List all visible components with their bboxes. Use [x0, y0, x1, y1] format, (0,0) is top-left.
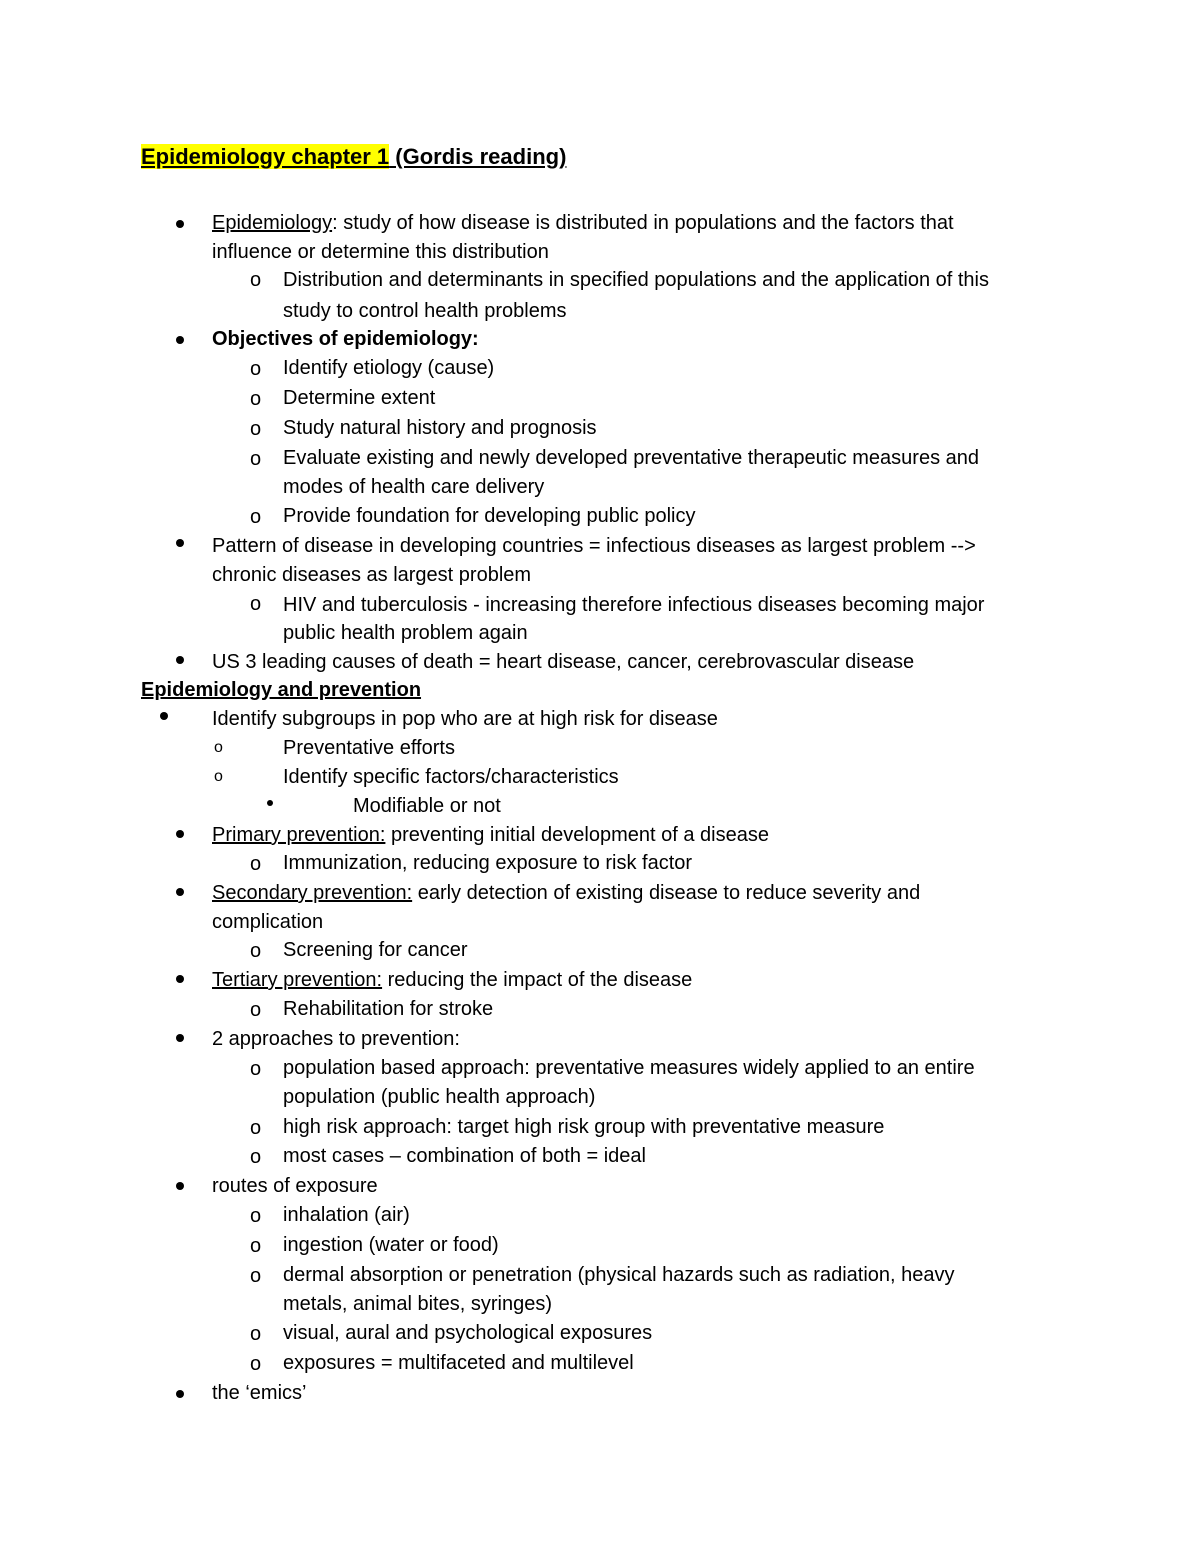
circle-bullet-icon: o: [250, 940, 262, 962]
circle-bullet-icon: o: [250, 1235, 262, 1257]
list-item-continuation: metals, animal bites, syringes): [283, 1293, 552, 1315]
title-subtitle: (Gordis reading): [389, 144, 567, 169]
circle-bullet-icon: o: [250, 388, 262, 410]
list-item: Screening for cancer: [283, 939, 468, 961]
document-title: [141, 144, 566, 170]
list-item: Determine extent: [283, 387, 436, 409]
bullet-icon: [176, 1182, 184, 1190]
circle-bullet-icon: o: [250, 269, 262, 291]
list-item-continuation: chronic diseases as largest problem: [212, 564, 532, 586]
list-item: routes of exposure: [212, 1175, 378, 1197]
list-item: visual, aural and psychological exposures: [283, 1322, 653, 1344]
bullet-icon: [267, 800, 273, 806]
list-item: Immunization, reducing exposure to risk factor: [283, 852, 693, 874]
list-item: Modifiable or not: [353, 795, 501, 817]
circle-bullet-icon: o: [250, 1265, 262, 1287]
list-item: most cases – combination of both = ideal: [283, 1145, 646, 1167]
bullet-icon: [176, 336, 184, 344]
bullet-icon: [176, 539, 184, 547]
bullet-icon: [160, 712, 168, 720]
title-highlighted: Epidemiology chapter 1: [141, 144, 390, 169]
list-item-continuation: complication: [212, 911, 324, 933]
term-label: Epidemiology: [212, 212, 333, 234]
circle-bullet-icon: o: [250, 418, 262, 440]
list-item: dermal absorption or penetration (physical hazards such as radiation, heavy: [283, 1264, 955, 1286]
list-item: high risk approach: target high risk group with preventative measure: [283, 1116, 885, 1138]
list-item: Tertiary prevention: reducing the impact of the disease: [212, 969, 693, 991]
list-item: 2 approaches to prevention:: [212, 1028, 460, 1050]
circle-bullet-icon: o: [250, 1353, 262, 1375]
circle-bullet-icon: o: [250, 1323, 262, 1345]
list-item: Identify specific factors/characteristics: [283, 766, 619, 788]
circle-bullet-icon: o: [214, 739, 223, 756]
list-item-continuation: modes of health care delivery: [283, 476, 545, 498]
list-item: Epidemiology: study of how disease is distributed in populations and the factors that: [212, 212, 954, 234]
bullet-icon: [176, 830, 184, 838]
circle-bullet-icon: o: [250, 593, 262, 615]
list-item: inhalation (air): [283, 1204, 410, 1226]
circle-bullet-icon: o: [250, 448, 262, 470]
list-item: Identify subgroups in pop who are at high risk for disease: [212, 708, 718, 730]
list-item: Study natural history and prognosis: [283, 417, 597, 439]
circle-bullet-icon: o: [250, 1146, 262, 1168]
section-heading: Epidemiology and prevention: [141, 679, 422, 701]
bullet-icon: [176, 888, 184, 896]
term-label: Secondary prevention:: [212, 882, 413, 904]
list-item: population based approach: preventative measures widely applied to an entire: [283, 1057, 975, 1079]
list-item: Distribution and determinants in specified populations and the application of this: [283, 269, 989, 291]
list-item-continuation: public health problem again: [283, 622, 528, 644]
circle-bullet-icon: o: [250, 853, 262, 875]
list-item-continuation: influence or determine this distribution: [212, 241, 549, 263]
list-item: the ‘emics’: [212, 1382, 307, 1404]
term-label: Tertiary prevention:: [212, 969, 383, 991]
list-item: Rehabilitation for stroke: [283, 998, 494, 1020]
circle-bullet-icon: o: [250, 1205, 262, 1227]
list-item: US 3 leading causes of death = heart disease, cancer, cerebrovascular disease: [212, 651, 915, 673]
bullet-icon: [176, 975, 184, 983]
list-item: Evaluate existing and newly developed preventative therapeutic measures and: [283, 447, 979, 469]
circle-bullet-icon: o: [250, 358, 262, 380]
bullet-icon: [176, 656, 184, 664]
list-item: Identify etiology (cause): [283, 357, 495, 379]
circle-bullet-icon: o: [214, 768, 223, 785]
list-item-continuation: study to control health problems: [283, 300, 567, 322]
term-label: Primary prevention:: [212, 824, 386, 846]
circle-bullet-icon: o: [250, 1058, 262, 1080]
list-item: Preventative efforts: [283, 737, 455, 759]
circle-bullet-icon: o: [250, 506, 262, 528]
list-item: Provide foundation for developing public policy: [283, 505, 696, 527]
circle-bullet-icon: o: [250, 1117, 262, 1139]
list-item: Pattern of disease in developing countries = infectious diseases as largest problem -->: [212, 535, 976, 557]
list-item: Secondary prevention: early detection of existing disease to reduce severity and: [212, 882, 921, 904]
bullet-icon: [176, 220, 184, 228]
list-item: HIV and tuberculosis - increasing therefore infectious diseases becoming major: [283, 594, 985, 616]
bullet-icon: [176, 1034, 184, 1042]
list-item: Objectives of epidemiology:: [212, 328, 479, 350]
circle-bullet-icon: o: [250, 999, 262, 1021]
list-item-continuation: population (public health approach): [283, 1086, 596, 1108]
list-item: exposures = multifaceted and multilevel: [283, 1352, 634, 1374]
list-item: Primary prevention: preventing initial development of a disease: [212, 824, 769, 846]
bullet-icon: [176, 1390, 184, 1398]
list-item: ingestion (water or food): [283, 1234, 499, 1256]
